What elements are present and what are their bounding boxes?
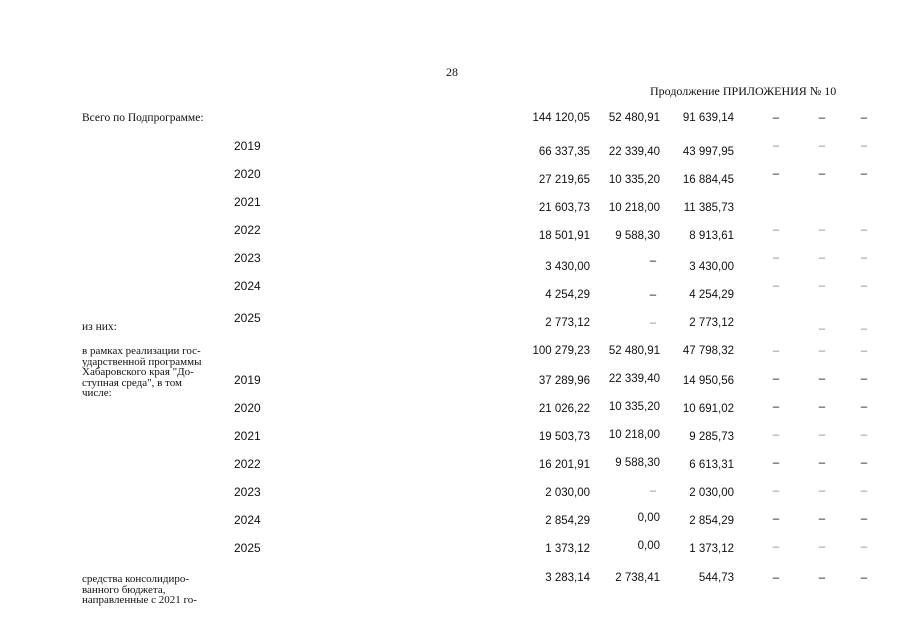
cell-dash: – [860,252,868,264]
label-program-line: Хабаровского края "До- [82,366,194,378]
label-program-line: ударственной программы [82,355,202,368]
label-total: Всего по Подпрограмме: [82,112,204,124]
cell-dash: – [772,572,780,584]
cell-regional: 2 030,00 [689,487,734,499]
cell-dash: – [772,485,780,497]
cell-dash: – [818,280,826,292]
cell-dash: – [818,112,826,124]
cell-dash: – [860,168,868,180]
cell-year: 2019 [234,373,261,387]
cell-dash: – [860,429,868,441]
cell-dash: – [772,140,780,152]
cell-year: 2021 [234,195,261,209]
cell-dash: – [818,373,826,385]
page-number: 28 [446,65,458,79]
cell-dash: – [860,345,868,357]
cell-dash: – [818,485,826,497]
cell-total: 18 501,91 [538,230,590,242]
cell-dash: – [818,541,826,553]
cell-total: 2 773,12 [545,317,590,329]
cell-dash: – [818,323,826,335]
cell-dash: – [818,140,826,152]
cell-dash: – [818,572,826,584]
cell-year: 2025 [234,541,261,555]
cell-dash: – [818,168,826,180]
cell-dash: – [818,429,826,441]
cell-regional: 47 798,32 [682,345,734,357]
cell-regional: 544,73 [698,572,734,584]
label-program [82,346,222,399]
cell-total: 2 030,00 [545,487,590,499]
cell-dash: – [772,373,780,385]
cell-federal: 10 218,00 [608,429,660,441]
cell-regional: 9 285,73 [689,431,734,443]
cell-dash: – [860,140,868,152]
cell-dash: – [860,513,868,525]
cell-regional: 43 997,95 [682,146,734,158]
cell-total: 37 289,96 [538,375,590,387]
cell-federal: 22 339,40 [608,373,660,385]
cell-regional: 14 950,56 [682,375,734,387]
cell-year: 2022 [234,223,261,237]
cell-dash: – [772,541,780,553]
cell-federal: – [649,289,657,301]
cell-dash: – [818,224,826,236]
cell-dash: – [818,252,826,264]
cell-year: 2019 [234,139,261,153]
cell-dash: – [860,280,868,292]
cell-year: 2021 [234,429,261,443]
cell-dash: – [818,457,826,469]
cell-dash: – [772,457,780,469]
cell-total: 144 120,05 [532,112,590,124]
cell-dash: – [772,513,780,525]
cell-total: 4 254,29 [545,289,590,301]
cell-regional: 2 854,29 [689,515,734,527]
cell-dash: – [860,572,868,584]
label-program-line: в рамках реализации гос- [82,345,201,357]
cell-federal: 22 339,40 [608,146,660,158]
label-of-which: из них: [82,321,117,333]
cell-year: 2025 [234,311,261,325]
cell-total: 2 854,29 [545,515,590,527]
cell-year: 2023 [234,485,261,499]
cell-total: 27 219,65 [538,174,590,186]
cell-federal: 0,00 [637,540,660,552]
cell-federal: 9 588,30 [615,457,660,469]
cell-regional: 6 613,31 [689,459,734,471]
cell-year: 2024 [234,279,261,293]
label-consolidated-line: направленные с 2021 го- [82,594,197,606]
cell-year: 2022 [234,457,261,471]
cell-dash: – [772,280,780,292]
continuation-header: Продолжение ПРИЛОЖЕНИЯ № 10 [650,84,837,98]
cell-dash: – [772,112,780,124]
cell-regional: 91 639,14 [682,112,734,124]
cell-year: 2020 [234,401,261,415]
cell-total: 66 337,35 [538,146,590,158]
cell-total: 100 279,23 [532,345,590,357]
cell-total: 3 283,14 [545,572,590,584]
cell-regional: 10 691,02 [682,403,734,415]
cell-total: 21 026,22 [538,403,590,415]
cell-regional: 8 913,61 [689,230,734,242]
cell-dash: – [772,168,780,180]
cell-federal: 10 335,20 [608,174,660,186]
cell-year: 2020 [234,167,261,181]
cell-dash: – [860,224,868,236]
cell-dash: – [860,373,868,385]
label-consolidated-line: ванного бюджета, [82,583,166,596]
label-consolidated-line: средства консолидиро- [82,573,190,585]
cell-dash: – [772,401,780,413]
label-program-line: числе: [82,387,112,399]
cell-dash: – [860,323,868,335]
cell-total: 21 603,73 [538,202,590,214]
cell-total: 1 373,12 [545,543,590,555]
cell-federal: 9 588,30 [615,230,660,242]
cell-dash: – [860,112,868,124]
cell-dash: – [772,345,780,357]
cell-regional: 11 385,73 [683,202,734,214]
cell-dash: – [860,457,868,469]
cell-regional: 4 254,29 [689,289,734,301]
cell-federal: – [649,485,657,497]
cell-regional: 3 430,00 [689,261,734,273]
cell-year: 2024 [234,513,261,527]
cell-dash: – [860,541,868,553]
cell-federal: 2 738,41 [615,572,660,584]
cell-federal: 10 218,00 [608,202,660,214]
cell-dash: – [818,401,826,413]
cell-dash: – [772,252,780,264]
label-consolidated [82,574,222,606]
cell-dash: – [818,513,826,525]
cell-federal: – [649,317,657,329]
cell-regional: 1 373,12 [689,543,734,555]
label-program-line: ступная среда", в том [82,376,182,389]
cell-dash: – [860,401,868,413]
cell-dash: – [772,224,780,236]
cell-regional: 2 773,12 [689,317,734,329]
cell-federal: 0,00 [637,512,660,524]
cell-total: 16 201,91 [538,459,590,471]
cell-federal: 52 480,91 [608,345,660,357]
cell-dash: – [860,485,868,497]
cell-total: 3 430,00 [545,261,590,273]
cell-dash: – [818,345,826,357]
cell-federal: 52 480,91 [608,112,660,124]
cell-dash: – [772,429,780,441]
cell-year: 2023 [234,251,261,265]
cell-regional: 16 884,45 [682,174,734,186]
cell-federal: – [649,255,657,267]
cell-federal: 10 335,20 [608,401,660,413]
cell-total: 19 503,73 [538,431,590,443]
